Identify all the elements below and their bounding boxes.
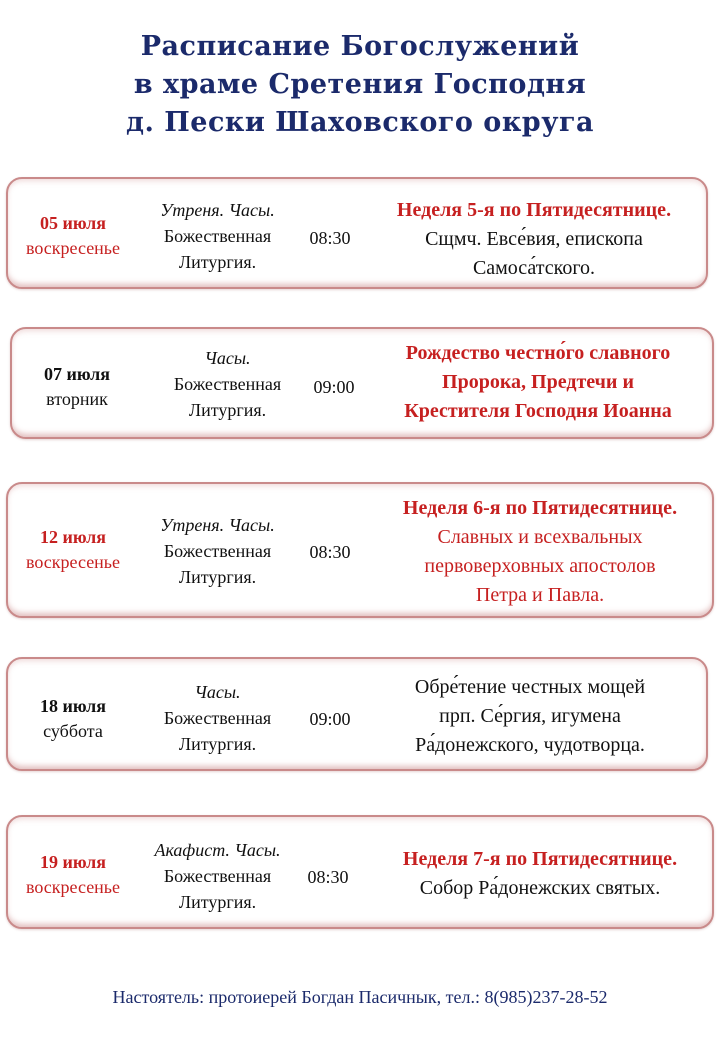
desc-line: Сщмч. Евсе́вия, епископа <box>425 228 643 250</box>
desc-line: Славных и всехвальных <box>437 526 643 548</box>
entry-description <box>368 339 708 426</box>
entry-service <box>130 512 305 590</box>
service-line-2: Божественная <box>163 866 272 886</box>
service-line-3: Литургия. <box>178 892 257 912</box>
service-line-3: Литургия. <box>178 252 257 272</box>
entry-description <box>364 196 704 283</box>
entry-service <box>130 679 305 757</box>
entry-date <box>8 525 138 575</box>
schedule-entry <box>10 327 714 439</box>
weekday-text: вторник <box>46 389 108 409</box>
date-text: 07 июля <box>43 364 110 384</box>
desc-line: Пророка, Предтечи и <box>442 371 634 393</box>
service-line-1: Утреня. Часы. <box>160 515 275 535</box>
desc-line: Петра и Павла. <box>475 584 605 606</box>
service-line-1: Акафист. Часы. <box>154 840 281 860</box>
weekday-text: воскресенье <box>25 877 121 897</box>
service-line-3: Литургия. <box>178 734 257 754</box>
service-line-2: Божественная <box>163 226 272 246</box>
desc-line: Рождество честно́го славного <box>405 342 671 364</box>
entry-description <box>360 673 700 760</box>
header-title: Расписание Богослужений <box>140 31 580 62</box>
service-line-2: Божественная <box>163 708 272 728</box>
entry-date <box>12 362 142 412</box>
header-village: д. Пески Шаховского округа <box>125 107 595 138</box>
service-line-3: Литургия. <box>188 400 267 420</box>
desc-line: Крестителя Господня Иоанна <box>404 400 672 422</box>
entry-date <box>8 211 138 261</box>
entry-service <box>140 345 315 423</box>
weekday-text: воскресенье <box>25 238 121 258</box>
service-line-1: Утреня. Часы. <box>160 200 275 220</box>
entry-date <box>8 850 138 900</box>
entry-description <box>370 845 710 903</box>
service-line-2: Божественная <box>163 541 272 561</box>
entry-time: 08:30 <box>309 542 351 562</box>
schedule-entry <box>6 657 708 771</box>
desc-line: Неделя 6-я по Пятидесятнице. <box>402 497 678 519</box>
desc-line: Обре́тение честных мощей <box>414 676 646 698</box>
entry-time: 09:00 <box>313 377 355 397</box>
schedule-entry <box>6 177 708 289</box>
desc-line: Неделя 7-я по Пятидесятнице. <box>402 848 678 870</box>
schedule-entry <box>6 482 714 618</box>
service-line-1: Часы. <box>194 682 241 702</box>
weekday-text: воскресенье <box>25 552 121 572</box>
desc-line: прп. Се́ргия, игумена <box>439 705 621 727</box>
desc-line: Собор Ра́донежских святых. <box>419 877 661 899</box>
date-text: 19 июля <box>39 852 106 872</box>
weekday-text: суббота <box>43 721 103 741</box>
date-text: 18 июля <box>39 696 106 716</box>
entry-service <box>130 837 305 915</box>
header-church: в храме Сретения Господня <box>133 69 587 100</box>
schedule-entry <box>6 815 714 929</box>
date-text: 12 июля <box>39 527 106 547</box>
desc-line: Самоса́тского. <box>472 257 596 279</box>
entry-description <box>370 494 710 610</box>
service-line-3: Литургия. <box>178 567 257 587</box>
entry-service <box>130 197 305 275</box>
schedule-header <box>0 28 720 142</box>
date-text: 05 июля <box>39 213 106 233</box>
rector-contact: Настоятель: протоиерей Богдан Пасичнык, тел.: 8(985)237-28-52 <box>112 987 608 1007</box>
desc-line: Неделя 5-я по Пятидесятнице. <box>396 199 672 221</box>
desc-line: первоверховных апостолов <box>424 555 656 577</box>
entry-time: 08:30 <box>307 867 349 887</box>
desc-line: Ра́донежского, чудотворца. <box>415 734 645 756</box>
entry-time: 08:30 <box>309 228 351 248</box>
entry-date <box>8 694 138 744</box>
entry-time: 09:00 <box>309 709 351 729</box>
service-line-1: Часы. <box>204 348 251 368</box>
service-line-2: Божественная <box>173 374 282 394</box>
